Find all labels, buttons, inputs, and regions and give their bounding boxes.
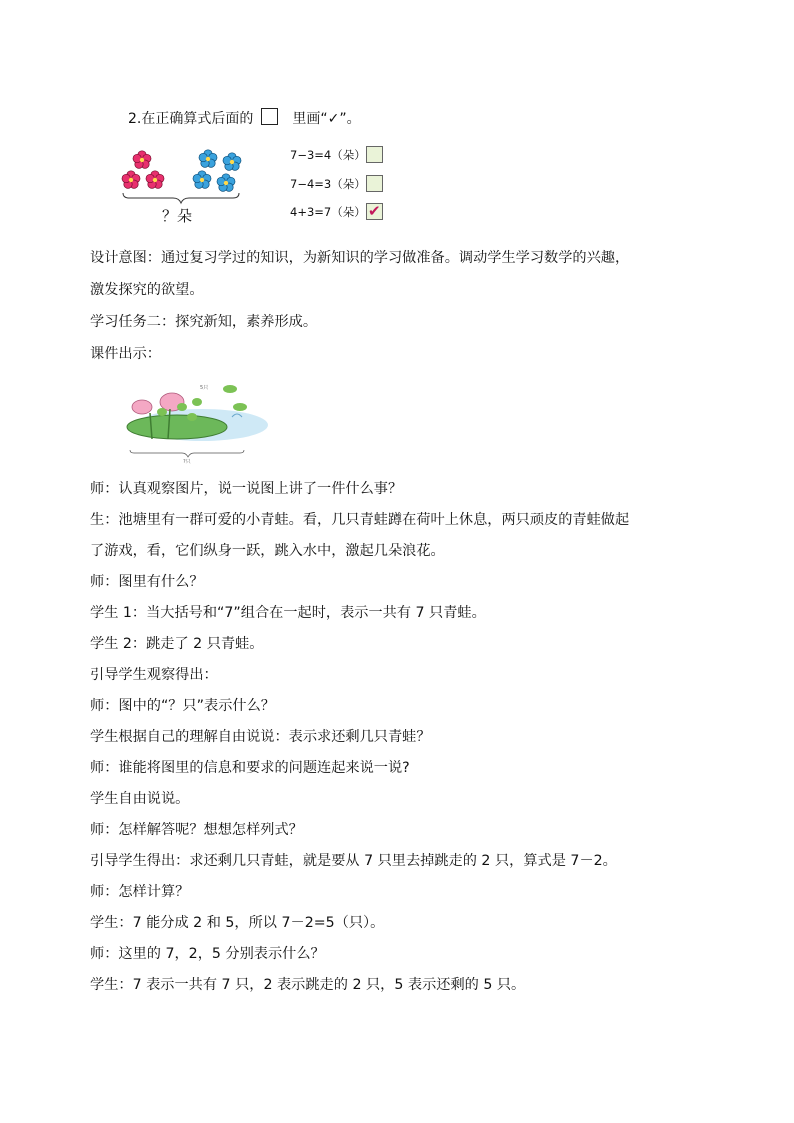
jumping-frog-icon <box>233 403 247 411</box>
blue-flower-icon <box>217 174 235 192</box>
pink-flower-icon <box>133 151 151 169</box>
equation-3: 4+3=7（朵） <box>290 205 366 219</box>
equation-1: 7−3=4（朵） <box>290 148 366 162</box>
empty-box-icon <box>261 108 278 125</box>
dialogue-line: 学生根据自己的理解自由说说：表示求还剩几只青蛙？ <box>90 729 431 745</box>
dialogue-line: 学生 2：跳走了 2 只青蛙。 <box>90 636 264 652</box>
dialogue-line: 师：怎样计算？ <box>90 884 190 900</box>
blue-flower-icon <box>199 150 217 168</box>
lotus-flower-icon <box>132 400 152 414</box>
pink-flower-icon <box>146 171 164 189</box>
dialogue-line: 学生：7 能分成 2 和 5，所以 7－2=5（只）。 <box>90 915 385 931</box>
frog-pond-figure <box>122 377 270 465</box>
frog-top-label: 5只 <box>200 385 209 391</box>
dialogue-line: 师：这里的 7，2，5 分别表示什么？ <box>90 946 325 962</box>
design-intent-line-1: 设计意图：通过复习学过的知识，为新知识的学习做准备。调动学生学习数学的兴趣， <box>90 250 630 266</box>
dialogue-line: 师：图中的“？只”表示什么？ <box>90 698 275 714</box>
frog-icon <box>177 403 187 411</box>
dialogue-line: 生：池塘里有一群可爱的小青蛙。看，几只青蛙蹲在荷叶上休息，两只顽皮的青蛙做起 <box>90 512 630 528</box>
dialogue-line: 学生：7 表示一共有 7 只，2 表示跳走的 2 只，5 表示还剩的 5 只。 <box>90 977 526 993</box>
dialogue-line: 学生自由说说。 <box>90 791 190 807</box>
dialogue-line: 引导学生观察得出： <box>90 667 218 683</box>
dialogue-line: 师：认真观察图片，说一说图上讲了一件什么事？ <box>90 481 403 497</box>
dialogue-line: 师：怎样解答呢？想想怎样列式？ <box>90 822 303 838</box>
frog-icon <box>192 398 202 406</box>
dialogue-line: 师：谁能将图里的信息和要求的问题连起来说一说? <box>90 760 410 776</box>
question-line <box>128 108 361 129</box>
question-suffix: 里画“✓”。 <box>292 111 361 127</box>
blue-flower-icon <box>223 153 241 171</box>
brace-icon <box>123 193 239 203</box>
jumping-frog-icon <box>223 385 237 393</box>
blue-flower-icon <box>193 171 211 189</box>
lotus-leaf-icon <box>127 415 227 439</box>
task-heading: 学习任务二：探究新知，素养形成。 <box>90 314 318 330</box>
answer-box-3[interactable] <box>366 203 383 220</box>
dialogue-line: 学生 1：当大括号和“7”组合在一起时，表示一共有 7 只青蛙。 <box>90 605 486 621</box>
figure-label: ？朵 <box>162 207 193 225</box>
frog-icon <box>187 413 197 421</box>
answer-box-1[interactable] <box>366 146 383 163</box>
check-mark-icon: ✔ <box>368 202 381 220</box>
pink-flower-icon <box>122 171 140 189</box>
dialogue-line: 引导学生得出：求还剩几只青蛙，就是要从 7 只里去掉跳走的 2 只，算式是 7－2。 <box>90 853 617 869</box>
courseware-label: 课件出示： <box>90 346 161 362</box>
question-prefix: 2.在正确算式后面的 <box>128 111 254 127</box>
dialogue-line: 师：图里有什么？ <box>90 574 204 590</box>
design-intent-line-2: 激发探究的欲望。 <box>90 282 204 298</box>
equation-2: 7−4=3（朵） <box>290 177 366 191</box>
frog-bottom-label: ?只 <box>183 459 191 465</box>
answer-box-2[interactable] <box>366 175 383 192</box>
brace-icon <box>130 450 244 457</box>
frog-icon <box>157 408 167 416</box>
dialogue-line: 了游戏，看，它们纵身一跃，跳入水中，激起几朵浪花。 <box>90 543 445 559</box>
